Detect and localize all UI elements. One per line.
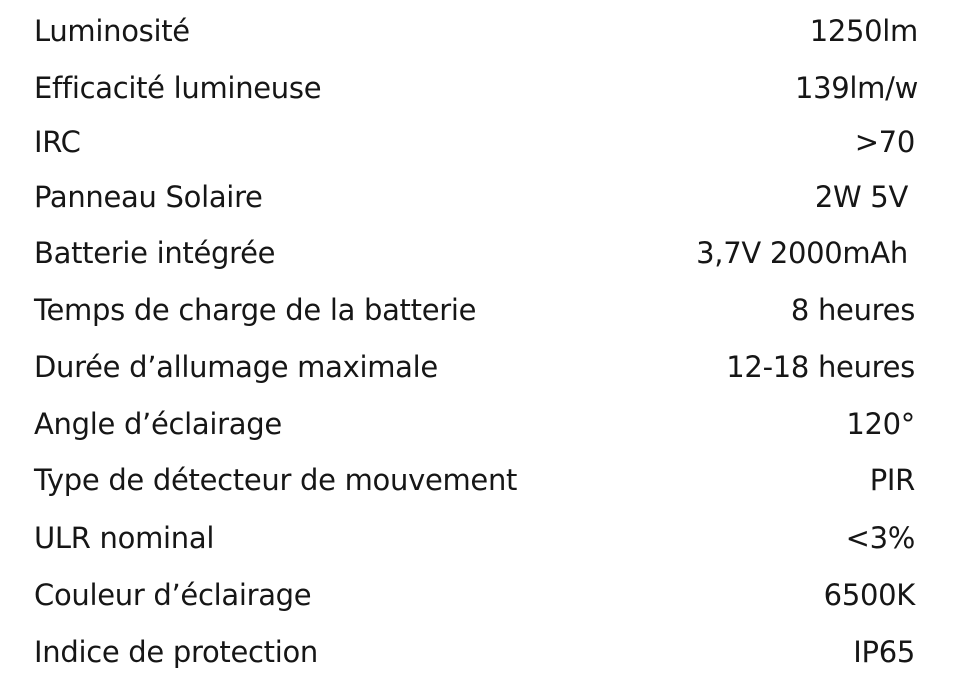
spec-value: 12-18 heures — [726, 350, 915, 384]
spec-row-temps-charge — [0, 282, 958, 338]
spec-label: Type de détecteur de mouvement — [34, 463, 518, 497]
spec-row-indice-protection — [0, 624, 958, 680]
spec-label: Couleur d’éclairage — [34, 578, 312, 612]
spec-row-efficacite — [0, 60, 958, 116]
spec-value: >70 — [854, 125, 915, 159]
spec-row-detecteur — [0, 452, 958, 508]
spec-label: Indice de protection — [34, 635, 319, 669]
spec-label: Panneau Solaire — [34, 180, 263, 214]
spec-label: ULR nominal — [34, 521, 215, 555]
spec-value: 139lm/w — [794, 71, 918, 105]
spec-value: 8 heures — [790, 293, 915, 327]
spec-row-luminosite — [0, 3, 958, 59]
spec-row-couleur — [0, 567, 958, 623]
spec-row-angle-eclairage — [0, 396, 958, 452]
spec-row-batterie — [0, 225, 958, 281]
spec-row-panneau-solaire — [0, 169, 958, 225]
spec-value: IP65 — [853, 635, 915, 669]
spec-value: 120° — [846, 407, 915, 441]
spec-label: Temps de charge de la batterie — [34, 293, 477, 327]
spec-label: Durée d’allumage maximale — [34, 350, 438, 384]
spec-value: 6500K — [823, 578, 915, 612]
spec-label: Efficacité lumineuse — [34, 71, 322, 105]
spec-label: Luminosité — [34, 14, 190, 48]
spec-row-duree-allumage — [0, 339, 958, 395]
spec-label: IRC — [34, 125, 81, 159]
spec-value: <3% — [845, 521, 915, 555]
spec-row-irc — [0, 114, 958, 170]
spec-value: 2W 5V — [814, 180, 908, 214]
spec-label: Angle d’éclairage — [34, 407, 282, 441]
spec-value: PIR — [869, 463, 915, 497]
spec-value: 1250lm — [809, 14, 918, 48]
spec-row-ulr — [0, 510, 958, 566]
spec-label: Batterie intégrée — [34, 236, 276, 270]
spec-value: 3,7V 2000mAh — [696, 236, 908, 270]
